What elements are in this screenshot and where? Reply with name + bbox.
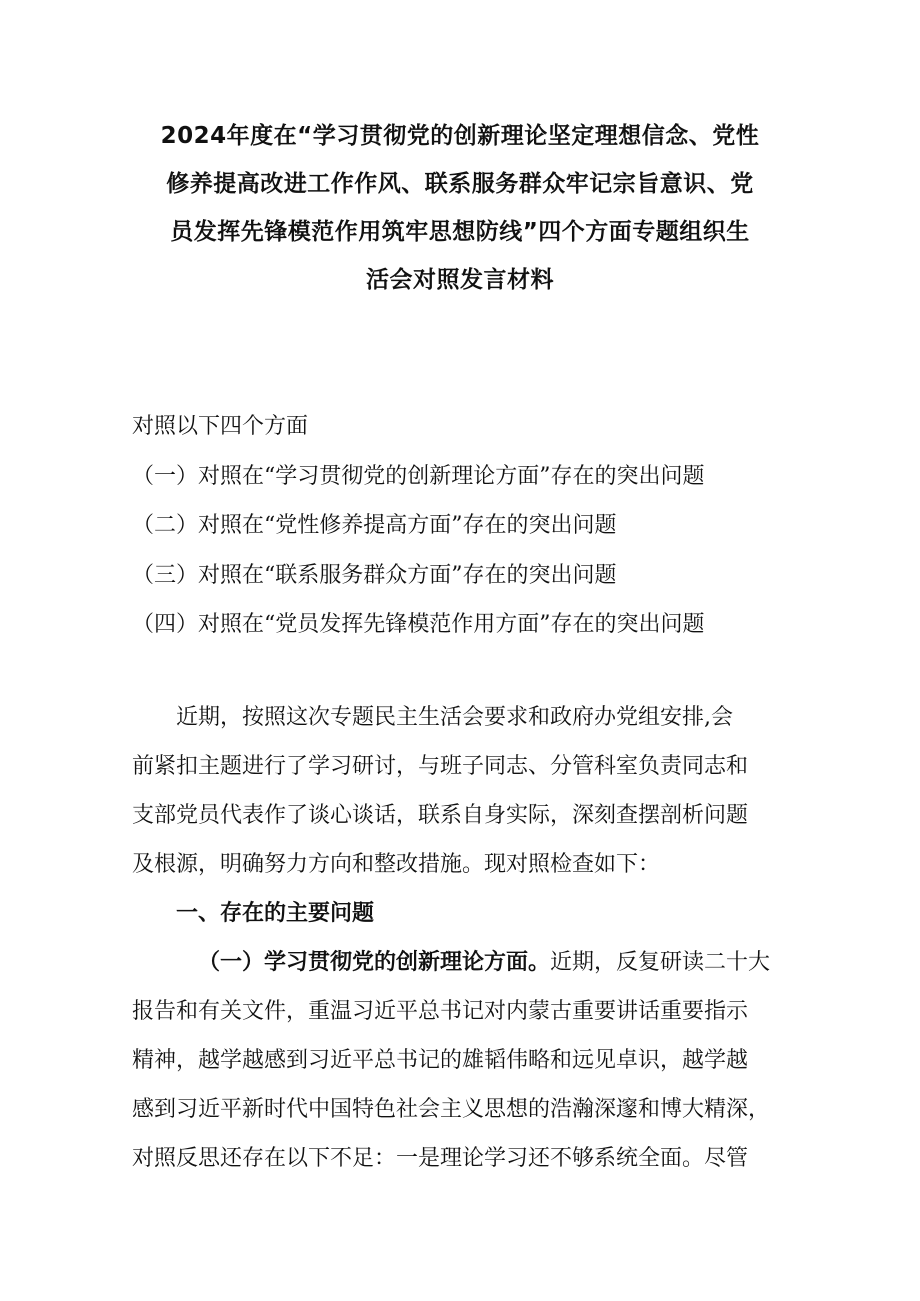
intro-paragraph-line: 及根源，明确努力方向和整改措施。现对照检查如下： bbox=[132, 852, 661, 877]
subsection-first-line bbox=[132, 938, 792, 987]
subsection-paragraph-line: 报告和有关文件，重温习近平总书记对内蒙古重要讲话重要指示 bbox=[132, 999, 749, 1024]
aspect-item: （四）对照在“党员发挥先锋模范作用方面”存在的突出问题 bbox=[132, 612, 705, 637]
subsection-text: 近期，反复研读二十大 bbox=[550, 950, 771, 975]
subsection-heading: （一）学习贯彻党的创新理论方面。 bbox=[198, 950, 551, 975]
subsection-paragraph-line: 精神，越学越感到习近平总书记的雄韬伟略和远见卓识，越学越 bbox=[132, 1048, 749, 1073]
subsection-paragraph-line: 对照反思还存在以下不足：一是理论学习还不够系统全面。尽管 bbox=[132, 1146, 749, 1171]
intro-paragraph-line: 近期，按照这次专题民主生活会要求和政府办党组安排,会 bbox=[176, 705, 733, 730]
aspects-list bbox=[132, 402, 812, 650]
title-line: 活会对照发言材料 bbox=[366, 267, 554, 293]
section-heading: 一、存在的主要问题 bbox=[176, 901, 375, 926]
aspects-intro: 对照以下四个方面 bbox=[132, 414, 309, 439]
title-line: 2024年度在“学习贯彻党的创新理论坚定理想信念、党性 bbox=[160, 123, 760, 149]
document-body bbox=[132, 693, 792, 1183]
title-line: 修养提高改进工作作风、联系服务群众牢记宗旨意识、党 bbox=[166, 171, 754, 197]
intro-paragraph-line: 支部党员代表作了谈心谈话，联系自身实际，深刻查摆剖析问题 bbox=[132, 803, 749, 828]
aspect-item: （三）对照在“联系服务群众方面”存在的突出问题 bbox=[132, 562, 617, 588]
title-line: 员发挥先锋模范作用筑牢思想防线”四个方面专题组织生 bbox=[170, 219, 750, 245]
intro-paragraph-line: 前紧扣主题进行了学习研讨，与班子同志、分管科室负责同志和 bbox=[132, 754, 749, 779]
subsection-paragraph-line: 感到习近平新时代中国特色社会主义思想的浩瀚深邃和博大精深， bbox=[132, 1097, 771, 1122]
aspect-item: （一）对照在“学习贯彻党的创新理论方面”存在的突出问题 bbox=[132, 463, 705, 489]
document-title bbox=[140, 112, 780, 304]
aspect-item: （二）对照在“党性修养提高方面”存在的突出问题 bbox=[132, 513, 617, 538]
